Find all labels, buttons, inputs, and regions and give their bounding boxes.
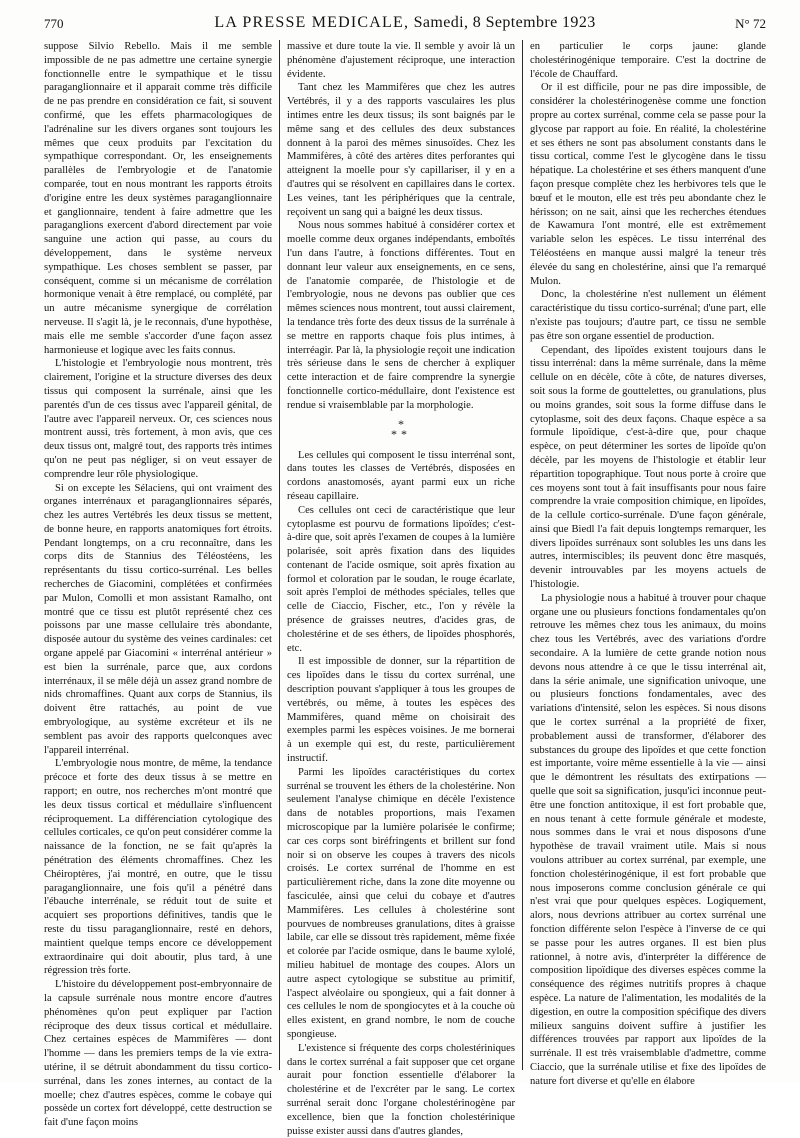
paragraph: L'embryologie nous montre, de même, la tendance précoce et forte des deux tissus à se mettre en rapport; en outre, nos recherches m'ont montré que les deux tissus cortical et médullaire s'influencent réciproquement. La différenciation cytologique des cellules corticales, ce qu'on peut considérer comme la naissance de la fonction, ne se fait qu'après la pénétration des éléments chromaffines. Chez les Chéiroptères, j'ai montré, en outre, que le tissu paraganglionnaire, une fois qu'il a pénétré dans l'ébauche interrénale, se réduit tout de suite et acquiert ses proportions définitives, tandis que le reste du tissu paraganglionnaire, resté en dehors, maintient quelque temps encore ce développement extraordinaire qui doit aboutir, plus tard, à une régression très forte. <box>44 758 272 977</box>
paragraph: Cependant, des lipoïdes existent toujours dans le tissu interrénal: dans la même surrénale, dans la même cellule on en décèle, côte à côte, de natures diverses, soit sous la forme de gouttelettes, ou granulations, plus ou moins grandes, soit sous la forme diffuse dans le cytoplasme, soit des deux façons. Chaque espèce a sa formule lipoïdique, c'est-à-dire que, pour chaque espèce, on peut déterminer les sortes de lipoïde qu'on décèle, par les moyens de l'histologie et établir leur répartition topographique. Tout nous porte à croire que ces moyens sont tout à fait insuffisants pour nous faire comprendre la vraie composition chimique, en lipoïdes, de la cellule cortico-surrénale. D'une façon générale, ainsi que Biedl l'a fait depuis longtemps remarquer, les divers lipoïdes surrénaux sont solubles les uns dans les autres, intermiscibles; ils peuvent donc être masqués, devenir introuvables par les moyens actuels de l'histologie. <box>530 344 766 591</box>
asterism-stars: ** <box>391 426 411 441</box>
section-asterism <box>287 416 515 443</box>
paragraph: Il est impossible de donner, sur la répartition de ces lipoïdes dans le tissu du cortex surrénal, une description pouvant s'appliquer à tous les groupes de vertébrés, ou même, à toutes les espèces des Mammifères, quand même on choisirait des exemples parmi les espèces voisines. Je me bornerai à un exemple qui est, du reste, particulièrement instructif. <box>287 656 515 765</box>
publication-name: LA PRESSE MEDICALE, <box>214 14 410 31</box>
page-number: 770 <box>44 16 64 31</box>
text-column-2 <box>287 40 515 1137</box>
paragraph: La physiologie nous a habitué à trouver pour chaque organe une ou plusieurs fonctions fondamentales qu'on retrouve les mêmes chez tous les animaux, du moins chez tous les Vertébrés, avec des variations d'ordre secondaire. A la lumière de cette grande notion nous devons nous attendre à ce que le tissu interrénal ait, dans la série animale, une signification univoque, une ou plusieurs fonctions fondamentales, avec des variations d'intensité, selon les espèces. Si nous disons que le cortex surrénal a la propriété de fixer, probablement aussi de transformer, d'élaborer des substances du groupe des lipoïdes et que cette fonction est importante, voire même essentielle à la vie — ainsi que le démontrent les résultats des extirpations — quelle que soit sa signification, jusqu'ici inconnue peut-être une fonction antitoxique, il est fort probable que, en nous tenant à cette formule générale et modeste, nous sommes dans le vrai et nous disposons d'une hypothèse de travail vraiment utile. Mais si nous voulons attribuer au cortex surrénal, par exemple, une fonction cholestérinogénique, il est fort probable que nous imposerons comme conclusion générale ce qui n'est vrai que pour quelques espèces. Logiquement, alors, nous devrions attribuer au cortex surrénal une fonction différente selon l'espèce à l'inverse de ce qui se passe pour les autres organes. Il est bien plus rationnel, à notre avis, d'interpréter la différence de composition lipoïdique des diverses espèces comme la conséquence des régimes nutritifs propres à chaque espèce. La nature de l'alimentation, les modalités de la digestion, en outre la composition spécifique des divers milieux sanguins doivent suffire à justifier les différences trouvées par rapport aux lipoïdes de la surrénale. Il est très vraisemblable d'admettre, comme Ciaccio, que la surrénale utilise et fixe des lipoïdes de nature fort diverse et qu'elle en élabore <box>530 592 766 1087</box>
paragraph: Ces cellules ont ceci de caractéristique que leur cytoplasme est pourvu de formations lipoïdes; c'est-à-dire que, soit après l'examen de coupes à la lumière polarisée, soit après fixation dans des liquides contenant de l'acide osmique, soit après fixation au formol et coloration par le soudan, le rouge écarlate, soit après l'emploi de méthodes spéciales, telles que celle de Ciaccio, Fischer, etc., l'on y révèle la présence de graisses neutres, d'acides gras, de cholestérine et de ses éthers, de lipoïdes phosphorés, etc. <box>287 504 515 654</box>
paragraph: L'existence si fréquente des corps cholestériniques dans le cortex surrénal a fait supposer que cet organe aurait pour fonction essentielle d'élaborer la cholestérine et de l'excréter par le sang. Le cortex surrénal serait donc l'organe cholestérinogène par excellence, bien que la fonction cholestérinique puisse exister aussi dans d'autres glandes, <box>287 1042 515 1137</box>
paragraph: Parmi les lipoïdes caractéristiques du cortex surrénal se trouvent les éthers de la cholestérine. Non seulement l'analyse chimique en décèle l'existence dans de notables proportions, mais l'examen microscopique par la lumière polarisée le confirme; car ces corps sont biréfringents et brillent sur fond noir si on observe les coupes à travers des nicols croisés. Le cortex surrénal de l'homme en est particulièrement riche, dans la zone dite moyenne ou fasciculée, ainsi que celui du cobaye et d'autres Mammifères. Les cellules à cholestérine sont pourvues de nombreuses granulations, dites à graisse labile, car elle se dissout très rapidement, même fixée et colorée par l'acide osmique, dans le baume xylolé, milieu habituel de montage des coupes. Alors un autre aspect cytologique se substitue au primitif, l'aspect alvéolaire ou spongieux, qui a fait donner à ces cellules le nom de spongiocytes et à la couche où elles existent, en grand nombre, le nom de couche spongieuse. <box>287 766 515 1040</box>
issue-number: N° 72 <box>735 16 766 31</box>
running-title <box>44 14 766 32</box>
paragraph: suppose Silvio Rebello. Mais il me semble impossible de ne pas admettre une certaine synergie fonctionnelle entre le sympathique et le tissu paraganglionnaire et il apparait comme très difficile de ne pas prendre en considération ce fait, si souvent confirmé, que les effets pharmacologiques de l'adrénaline sur les divers organes sont toujours les mêmes que ceux produits par l'excitation du sympathique correspondant. Or, les enseignements parallèles de l'embryologie et de l'anatomie comparée, tout en nous montrant les rapports étroits d'origine entre les deux systèmes paraganglionnaire et ganglionnaire, tendent à faire admettre que les paraganglions exercent d'abord directement par voie sanguine une action qui passe, au cours du développement, dans le système nerveux sympathique. Les choses semblent se passer, par conséquent, comme si un mécanisme de corrélation hormonique venait à être remplacé, ou complété, par un autre mécanisme synergique de corrélation nerveuse. Il s'agit là, je le reconnais, d'une hypothèse, mais elle me semble s'accorder d'une façon assez harmonieuse et logique avec les faits connus. <box>44 41 272 356</box>
text-column-3 <box>530 40 766 1087</box>
asterism-star: * <box>398 416 404 431</box>
column-divider <box>522 40 523 1070</box>
page-header <box>44 14 766 36</box>
paragraph: Nous nous sommes habitué à considérer cortex et moelle comme deux organes indépendants, emboîtés l'un dans l'autre, à fonctions différentes. Tout en donnant leur valeur aux enseignements, en ce sens, de l'anatomie comparée, de l'histologie et de l'embryologie, nous ne devons pas oublier que ces mêmes sciences nous montrent, tout aussi clairement, la tendance très forte des deux tissus de la surrénale à se mettre en rapports chaque fois plus intimes, à interréagir. Par là, la physiologie reçoit une indication très sérieuse dans le sens de chercher à expliquer cette interaction et de faire comprendre la synergie fonctionnelle cortico-médullaire, dont l'existence est rendue si vraisemblable par la morphologie. <box>287 220 515 411</box>
paragraph: Si on excepte les Sélaciens, qui ont vraiment des organes interrénaux et paraganglionnaires séparés, chez les autres Vertébrés les deux tissus se mettent, de bonne heure, en rapports anatomiques fort étroits. Pendant longtemps, on a cru reconnaître, dans les corps dits de Stannius des Téléostéens, les représentants du tissu cortico-surrénal. Les belles recherches de Giacomini, complétées et confirmées par Mulon, Comolli et mon assistant Ramalho, ont montré que ce tissu est plutôt représenté chez ces poissons par une masse cellulaire très abondante, disposée autour du système des veines cardinales: cet organe appelé par Giacomini « interrénal antérieur » est bien la surrénale, parce que, aux cordons interrénaux, il se mêle déjà un assez grand nombre de nids chromaffines. Quant aux corps de Stannius, ils doivent être rattachés, au point de vue embryologique, au système excréteur et ils ne semblent pas avoir des rapports quelconques avec l'appareil interrénal. <box>44 482 272 756</box>
text-column-1 <box>44 40 272 1129</box>
paragraph: massive et dure toute la vie. Il semble y avoir là un phénomène d'ajustement réciproque, une interaction évidente. <box>287 41 515 80</box>
issue-date: Samedi, 8 Septembre 1923 <box>413 14 596 31</box>
paragraph: Les cellules qui composent le tissu interrénal sont, dans toutes les classes de Vertébrés, disposées en cordons anastomosés, ayant parmi eux un riche réseau capillaire. <box>287 449 515 502</box>
paragraph: Donc, la cholestérine n'est nullement un élément caractéristique du tissu cortico-surrénal; d'une part, elle n'existe pas toujours; d'autre part, ce tissu ne semble pas être son organe essentiel de production. <box>530 289 766 342</box>
paragraph: L'histologie et l'embryologie nous montrent, très clairement, l'origine et la structure diverses des deux tissus qui composent la surrénale, ainsi que les parentés d'un de ces tissus avec l'appareil génital, de l'autre avec l'appareil nerveux. Or, ces sciences nous montrent aussi, très fortement, à mon avis, que ces deux tissus ont, malgré tout, des rapports très intimes qu'on ne peut pas négliger, si on veut essayer de comprendre leur rôle physiologique. <box>44 358 272 480</box>
paragraph: L'histoire du développement post-embryonnaire de la capsule surrénale nous montre encore d'autres phénomènes qu'on peut expliquer par l'action réciproque des deux tissus cortical et médullaire. Chez certaines espèces de Mammifères — dont l'homme — dans les premiers temps de la vie extra-utérine, il se détruit abondamment du tissu cortico-surrénal, dans les zones internes, au contact de la moelle; chez d'autres espèces, comme le cobaye qui possède un cortex fort développé, cette destruction se fait d'une façon moins <box>44 979 272 1129</box>
paragraph: Tant chez les Mammifères que chez les autres Vertébrés, il y a des rapports vasculaires les plus intimes entre les deux tissus; ils sont baignés par le même sang et des cellules des deux substances donnent à la paroi des mêmes sinusoïdes. Chez les Mammifères, à côté des artères dites perforantes qui atteignent la moelle pour s'y capillariser, il y en a d'autres qui se résolvent en capillaires dans le cortex. Les veines, tant les périphériques que la centrale, reçoivent un sang qui a baigné les deux tissus. <box>287 82 515 218</box>
paragraph: en particulier le corps jaune: glande cholestérinogénique temporaire. C'est la doctrine de l'école de Chauffard. <box>530 41 766 80</box>
column-divider <box>279 40 280 1070</box>
paragraph: Or il est difficile, pour ne pas dire impossible, de considérer la cholestérinogenèse comme une fonction propre au cortex surrénal, comme cela se passe pour la glycose par rapport au foie. En réalité, la cholestérine et ses éthers ne sont pas absolument constants dans le tissu cortical, comme l'est le glycogène dans le tissu hépatique. La cholestérine et ses éthers manquent d'une façon presque complète chez les herbivores tels que le bœuf et le mouton, elle est très peu abondante chez le hérisson; on ne sait, ainsi que les recherches étendues de Kawamura l'ont montré, elle est extrêmement variable selon les espèces. Le tissu interrénal des Téléostéens en manque aussi malgré la teneur très élevée du sang en cholestérine, ainsi que l'a remarqué Mulon. <box>530 82 766 287</box>
